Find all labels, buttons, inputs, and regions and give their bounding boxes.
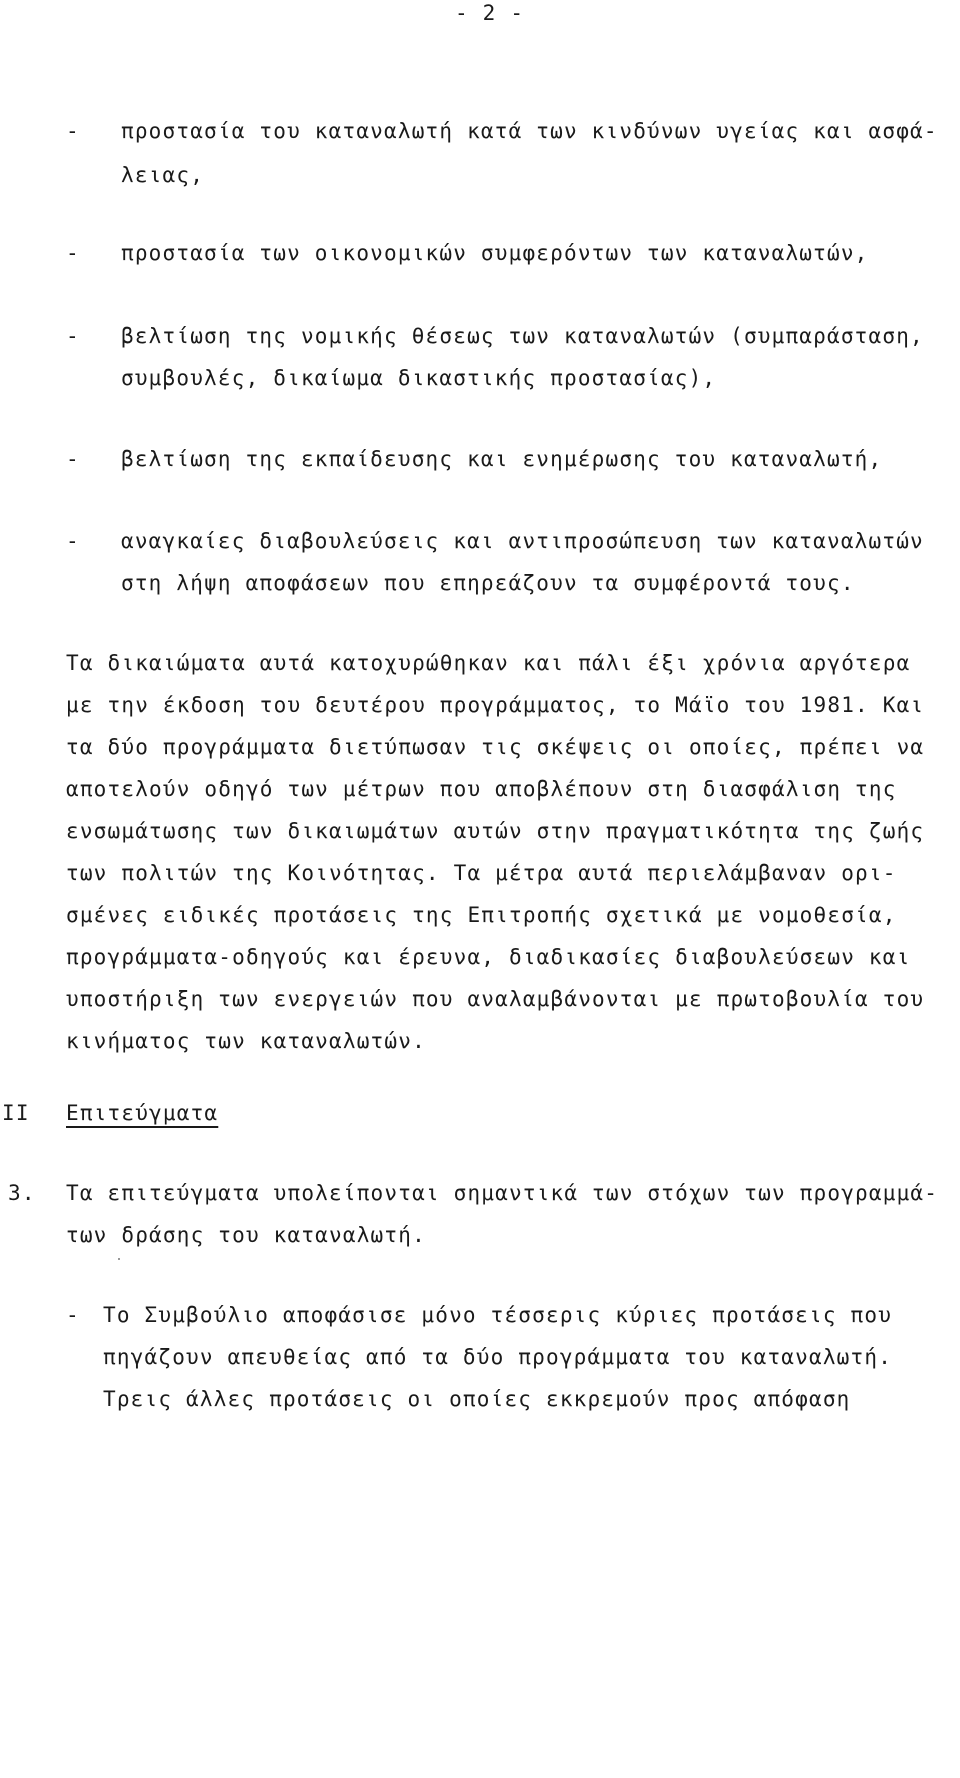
paragraph-line: ενσωμάτωσης των δικαιωμάτων αυτών στην πραγματικότητα της ζωής: [66, 819, 925, 843]
numbered-item-line: Τα επιτεύγματα υπολείπονται σημαντικά των στόχων των προγραμμά-: [66, 1181, 939, 1205]
item-number: 3.: [8, 1181, 36, 1205]
paragraph-line: σμένες ειδικές προτάσεις της Επιτροπής σχετικά με νομοθεσία,: [66, 903, 897, 927]
paragraph-line: προγράμματα-οδηγούς και έρευνα, διαδικασίες διαβουλεύσεων και: [66, 945, 911, 969]
paragraph-line: κινήματος των καταναλωτών.: [66, 1029, 426, 1053]
list-item-line: βελτίωση της νομικής θέσεως των καταναλωτών (συμπαράσταση,: [121, 324, 924, 348]
numbered-item-line: των δράσης του καταναλωτή.: [66, 1223, 426, 1247]
list-item-line: αναγκαίες διαβουλεύσεις και αντιπροσώπευση των καταναλωτών: [121, 529, 924, 553]
paragraph-line: Τα δικαιώματα αυτά κατοχυρώθηκαν και πάλι έξι χρόνια αργότερα: [66, 651, 911, 675]
list-bullet: -: [66, 241, 80, 265]
sub-item-bullet: -: [66, 1303, 80, 1327]
list-item-line: συμβουλές, δικαίωμα δικαστικής προστασίας),: [121, 366, 717, 390]
section-heading: Επιτεύγματα: [66, 1101, 219, 1125]
list-bullet: -: [66, 119, 80, 143]
list-item-line: λειας,: [121, 163, 205, 187]
list-bullet: -: [66, 447, 80, 471]
sub-item-line: Το Συμβούλιο αποφάσισε μόνο τέσσερις κύριες προτάσεις που: [103, 1303, 893, 1327]
paragraph-line: με την έκδοση του δευτέρου προγράμματος, το Μάϊο του 1981. Και: [66, 693, 925, 717]
paragraph-line: των πολιτών της Κοινότητας. Τα μέτρα αυτά περιελάμβαναν ορι-: [66, 861, 897, 885]
paragraph-line: τα δύο προγράμματα διετύπωσαν τις σκέψεις οι οποίες, πρέπει να: [66, 735, 925, 759]
list-item-line: στη λήψη αποφάσεων που επηρεάζουν τα συμφέροντά τους.: [121, 571, 855, 595]
list-item-line: προστασία του καταναλωτή κατά των κινδύνων υγείας και ασφά-: [121, 119, 938, 143]
list-item-line: προστασία των οικονομικών συμφερόντων των καταναλωτών,: [121, 241, 869, 265]
page-number: - 2 -: [455, 1, 525, 25]
scan-speck: [118, 1258, 120, 1260]
list-item-line: βελτίωση της εκπαίδευσης και ενημέρωσης του καταναλωτή,: [121, 447, 883, 471]
list-bullet: -: [66, 324, 80, 348]
sub-item-line: Τρεις άλλες προτάσεις οι οποίες εκκρεμούν προς απόφαση: [103, 1387, 851, 1411]
sub-item-line: πηγάζουν απευθείας από τα δύο προγράμματα του καταναλωτή.: [103, 1345, 893, 1369]
paragraph-line: υποστήριξη των ενεργειών που αναλαμβάνονται με πρωτοβουλία του: [66, 987, 925, 1011]
paragraph-line: αποτελούν οδηγό των μέτρων που αποβλέπουν στη διασφάλιση της: [66, 777, 897, 801]
list-bullet: -: [66, 529, 80, 553]
section-numeral: II: [2, 1101, 30, 1125]
